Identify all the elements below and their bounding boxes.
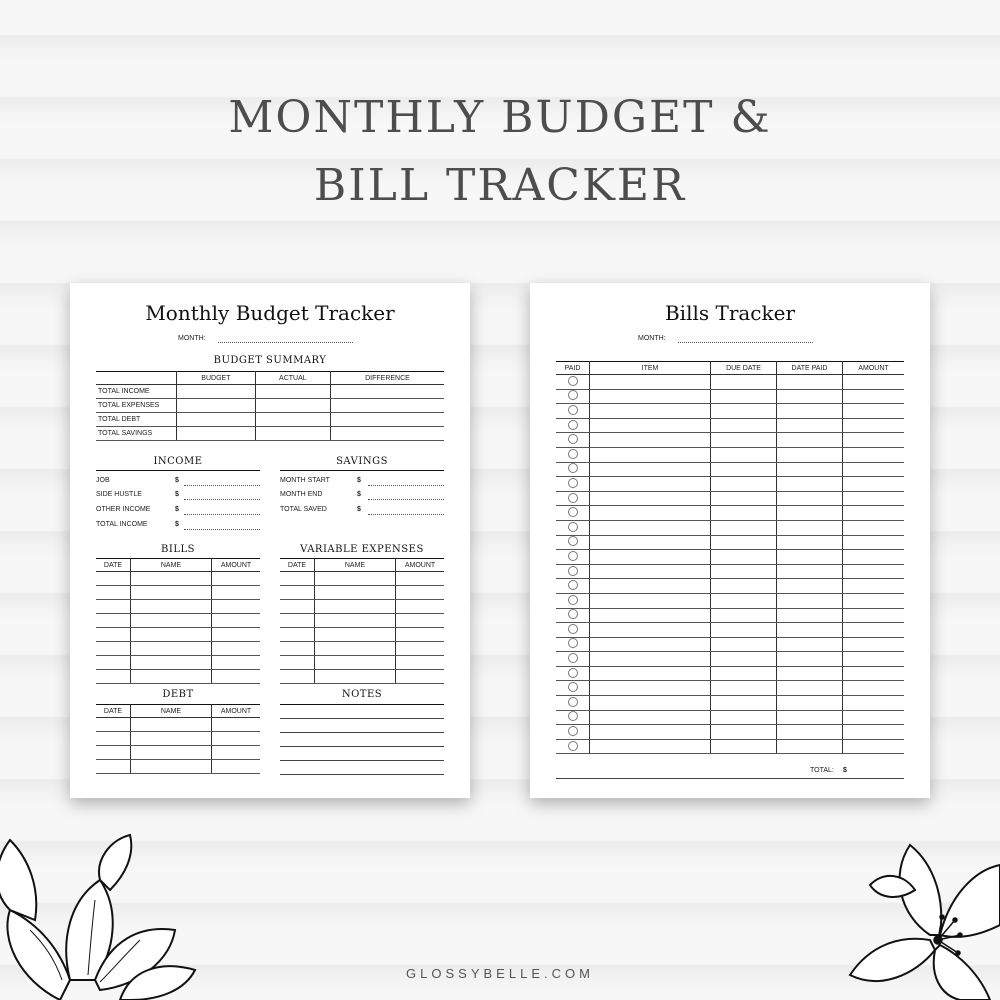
bills-tracker-sheet xyxy=(530,283,930,798)
table-row xyxy=(96,746,260,760)
savings-field xyxy=(368,514,444,515)
income-field xyxy=(184,485,260,486)
savings-currency: $ xyxy=(357,491,361,498)
budget-month-field xyxy=(218,342,353,343)
table-row xyxy=(556,433,904,448)
notes-rule xyxy=(280,704,444,705)
table-row xyxy=(96,670,260,684)
table-row xyxy=(556,491,904,506)
table-row xyxy=(556,447,904,462)
bills-total-rule xyxy=(556,778,904,779)
table-row xyxy=(556,681,904,696)
table-row xyxy=(280,614,444,628)
paid-checkbox-icon[interactable] xyxy=(568,624,578,634)
savings-field xyxy=(368,499,444,500)
savings-currency: $ xyxy=(357,506,361,513)
notes-line xyxy=(280,774,444,775)
table-row xyxy=(556,462,904,477)
table-row xyxy=(556,696,904,711)
table-row xyxy=(96,427,444,441)
table-row xyxy=(556,579,904,594)
bills-title: BILLS xyxy=(161,544,195,555)
bills-tracker-header-amount: AMOUNT xyxy=(843,362,905,375)
table-row xyxy=(96,656,260,670)
paid-checkbox-icon[interactable] xyxy=(568,682,578,692)
bills-total-label: TOTAL: xyxy=(810,767,834,774)
income-currency: $ xyxy=(175,491,179,498)
variable-expenses-table xyxy=(280,558,444,684)
bills-sheet-title: Bills Tracker xyxy=(664,301,796,325)
savings-title: SAVINGS xyxy=(336,456,388,467)
income-field xyxy=(184,529,260,530)
income-rule xyxy=(96,470,260,471)
paid-checkbox-icon[interactable] xyxy=(568,390,578,400)
savings-rule xyxy=(280,470,444,471)
budget-month-label: MONTH: xyxy=(178,335,206,342)
table-row xyxy=(96,718,260,732)
bills-tracker-header-item: ITEM xyxy=(590,362,711,375)
table-row xyxy=(280,628,444,642)
debt-header-amount: AMOUNT xyxy=(212,705,261,718)
bills-total-currency: $ xyxy=(843,767,847,774)
table-row xyxy=(556,535,904,550)
bills-tracker-header-date-paid: DATE PAID xyxy=(777,362,843,375)
income-row-label: OTHER INCOME xyxy=(96,506,151,513)
table-row xyxy=(96,614,260,628)
table-row xyxy=(96,572,260,586)
variable-header-amount: AMOUNT xyxy=(396,559,445,572)
debt-header-date: DATE xyxy=(96,705,131,718)
budget-summary-title: BUDGET SUMMARY xyxy=(213,355,327,366)
table-row xyxy=(280,670,444,684)
savings-row-label: MONTH END xyxy=(280,491,323,498)
table-row xyxy=(556,666,904,681)
notes-line xyxy=(280,760,444,761)
bills-tracker-header-due-date: DUE DATE xyxy=(711,362,777,375)
notes-line xyxy=(280,732,444,733)
table-row xyxy=(96,413,444,427)
headline-line-1: MONTHLY BUDGET & xyxy=(228,92,772,143)
paid-checkbox-icon[interactable] xyxy=(568,493,578,503)
paid-checkbox-icon[interactable] xyxy=(568,551,578,561)
budget-summary-table xyxy=(96,371,444,441)
table-row xyxy=(96,600,260,614)
table-row xyxy=(280,642,444,656)
table-row xyxy=(556,652,904,667)
bills-header-name: NAME xyxy=(131,559,212,572)
paid-checkbox-icon[interactable] xyxy=(568,741,578,751)
table-row xyxy=(556,506,904,521)
table-row xyxy=(280,572,444,586)
table-row xyxy=(556,710,904,725)
table-row xyxy=(556,739,904,754)
bills-header-amount: AMOUNT xyxy=(212,559,261,572)
table-row xyxy=(556,593,904,608)
footer-website: GLOSSYBELLE.COM xyxy=(406,966,594,981)
paid-checkbox-icon[interactable] xyxy=(568,434,578,444)
paid-checkbox-icon[interactable] xyxy=(568,566,578,576)
savings-field xyxy=(368,485,444,486)
table-row xyxy=(280,600,444,614)
budget-sheet-title: Monthly Budget Tracker xyxy=(145,301,395,325)
headline-line-2: BILL TRACKER xyxy=(313,160,687,211)
table-row xyxy=(556,389,904,404)
table-row xyxy=(556,608,904,623)
bills-table xyxy=(96,558,260,684)
savings-currency: $ xyxy=(357,477,361,484)
bills-tracker-header-paid: PAID xyxy=(556,362,590,375)
income-field xyxy=(184,514,260,515)
table-row xyxy=(280,656,444,670)
paid-checkbox-icon[interactable] xyxy=(568,405,578,415)
paid-checkbox-icon[interactable] xyxy=(568,463,578,473)
summary-row-label: TOTAL EXPENSES xyxy=(96,399,177,413)
summary-row-label: TOTAL SAVINGS xyxy=(96,427,177,441)
income-row-label: TOTAL INCOME xyxy=(96,521,148,528)
summary-row-label: TOTAL INCOME xyxy=(96,385,177,399)
income-field xyxy=(184,499,260,500)
paid-checkbox-icon[interactable] xyxy=(568,609,578,619)
notes-title: NOTES xyxy=(341,689,383,700)
table-row xyxy=(556,404,904,419)
summary-header-budget: BUDGET xyxy=(177,372,256,385)
paid-checkbox-icon[interactable] xyxy=(568,726,578,736)
debt-title: DEBT xyxy=(162,689,194,700)
table-row xyxy=(96,628,260,642)
table-row xyxy=(96,385,444,399)
variable-header-name: NAME xyxy=(315,559,396,572)
paid-checkbox-icon[interactable] xyxy=(568,595,578,605)
table-row xyxy=(556,564,904,579)
table-row xyxy=(556,637,904,652)
table-row xyxy=(280,586,444,600)
table-row xyxy=(96,586,260,600)
paid-checkbox-icon[interactable] xyxy=(568,522,578,532)
table-row xyxy=(556,520,904,535)
summary-header-actual: ACTUAL xyxy=(255,372,330,385)
summary-row-label: TOTAL DEBT xyxy=(96,413,177,427)
budget-tracker-sheet xyxy=(70,283,470,798)
paid-checkbox-icon[interactable] xyxy=(568,668,578,678)
income-title: INCOME xyxy=(153,456,203,467)
table-row xyxy=(556,550,904,565)
paid-checkbox-icon[interactable] xyxy=(568,420,578,430)
income-row-label: SIDE HUSTLE xyxy=(96,491,142,498)
table-row xyxy=(96,399,444,413)
income-currency: $ xyxy=(175,506,179,513)
paid-checkbox-icon[interactable] xyxy=(568,507,578,517)
paid-checkbox-icon[interactable] xyxy=(568,697,578,707)
paid-checkbox-icon[interactable] xyxy=(568,580,578,590)
savings-row-label: TOTAL SAVED xyxy=(280,506,327,513)
table-row xyxy=(96,732,260,746)
paid-checkbox-icon[interactable] xyxy=(568,376,578,386)
summary-header-difference: DIFFERENCE xyxy=(330,372,444,385)
summary-header-blank xyxy=(96,372,177,385)
table-row xyxy=(556,477,904,492)
paid-checkbox-icon[interactable] xyxy=(568,638,578,648)
bills-month-field xyxy=(678,342,813,343)
variable-header-date: DATE xyxy=(280,559,315,572)
table-row xyxy=(556,725,904,740)
income-currency: $ xyxy=(175,521,179,528)
income-currency: $ xyxy=(175,477,179,484)
bills-tracker-table xyxy=(556,361,904,754)
variable-expenses-title: VARIABLE EXPENSES xyxy=(300,544,424,555)
table-row xyxy=(556,375,904,390)
table-row xyxy=(556,418,904,433)
paid-checkbox-icon[interactable] xyxy=(568,478,578,488)
table-row xyxy=(96,760,260,774)
savings-row-label: MONTH START xyxy=(280,477,330,484)
bills-month-label: MONTH: xyxy=(638,335,666,342)
paid-checkbox-icon[interactable] xyxy=(568,536,578,546)
income-row-label: JOB xyxy=(96,477,110,484)
table-row xyxy=(556,623,904,638)
paid-checkbox-icon[interactable] xyxy=(568,653,578,663)
notes-line xyxy=(280,746,444,747)
debt-table xyxy=(96,704,260,774)
paid-checkbox-icon[interactable] xyxy=(568,711,578,721)
paid-checkbox-icon[interactable] xyxy=(568,449,578,459)
table-row xyxy=(96,642,260,656)
notes-line xyxy=(280,718,444,719)
bills-header-date: DATE xyxy=(96,559,131,572)
debt-header-name: NAME xyxy=(131,705,212,718)
